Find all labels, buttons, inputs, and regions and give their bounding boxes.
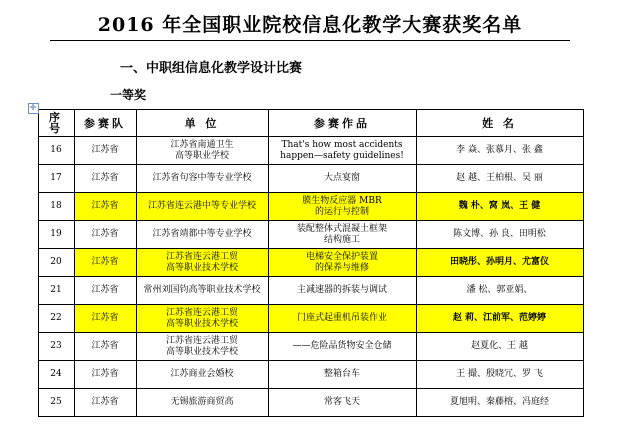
table-row	[38, 361, 583, 389]
cell-unit: 无锡旅游商贸高	[136, 389, 268, 417]
cell-no: 18	[38, 193, 74, 221]
column-header-team: 参赛队	[74, 110, 136, 137]
cell-name: 田晓彤、孙明月、尤富仪	[416, 249, 583, 277]
cell-name: 赵夏化、王 越	[416, 333, 583, 361]
table-row	[38, 277, 583, 305]
page-title: 2016 年全国职业院校信息化教学大赛获奖名单	[97, 14, 523, 36]
table-row	[38, 305, 583, 333]
table-container	[29, 103, 583, 417]
cell-team: 江苏省	[74, 221, 136, 249]
cell-work: 整箱台车	[268, 361, 416, 389]
cell-work: ——危险品货物安全仓储	[268, 333, 416, 361]
cell-work: That's how most accidents happen—safety guidelines!	[268, 137, 416, 165]
cell-unit: 常州刘国钧高等职业技术学校	[136, 277, 268, 305]
cell-no: 21	[38, 277, 74, 305]
cell-no: 19	[38, 221, 74, 249]
cell-name: 王 撮、殷晓冗、罗 飞	[416, 361, 583, 389]
column-header-unit: 单 位	[136, 110, 268, 137]
cell-name: 李 焱、张慕月、张 鑫	[416, 137, 583, 165]
cell-team: 江苏省	[74, 249, 136, 277]
cell-unit: 江苏省连云港工贸 高等职业技术学校	[136, 305, 268, 333]
cell-no: 20	[38, 249, 74, 277]
cell-team: 江苏省	[74, 137, 136, 165]
sub-heading: 一等奖	[110, 88, 147, 102]
cell-name: 赵 越、王柏根、吴 丽	[416, 165, 583, 193]
table-row	[38, 137, 583, 165]
cell-name: 夏旭明、秦藤榕、冯庭经	[416, 389, 583, 417]
cell-team: 江苏省	[74, 277, 136, 305]
title-divider	[50, 40, 570, 41]
cell-team: 江苏省	[74, 305, 136, 333]
cell-work: 装配整体式混凝土框架 结构施工	[268, 221, 416, 249]
cell-team: 江苏省	[74, 165, 136, 193]
cell-work: 膜生物反应器 MBR 的运行与控制	[268, 193, 416, 221]
cell-work: 大点宴窗	[268, 165, 416, 193]
cell-name: 潘 松、郭亚娟、	[416, 277, 583, 305]
cell-team: 江苏省	[74, 389, 136, 417]
cell-work: 主减速器的拆装与调试	[268, 277, 416, 305]
table-header	[38, 110, 583, 137]
column-header-name: 姓 名	[416, 110, 583, 137]
cell-unit: 江苏省连云港工贸 高等职业技术学校	[136, 249, 268, 277]
cell-unit: 江苏省连云港中等专业学校	[136, 193, 268, 221]
table-row	[38, 249, 583, 277]
cell-name: 魏 朴、窝 岚、王 健	[416, 193, 583, 221]
section-heading: 一、中职组信息化教学设计比赛	[120, 61, 303, 76]
cell-no: 23	[38, 333, 74, 361]
cell-unit: 江苏省南通卫生 高等职业学校	[136, 137, 268, 165]
cell-team: 江苏省	[74, 361, 136, 389]
table-move-handle-icon[interactable]: ✛	[28, 103, 39, 114]
column-header-no: 序 号	[38, 110, 74, 137]
cell-unit: 江苏商业会婚校	[136, 361, 268, 389]
table-row	[38, 333, 583, 361]
cell-no: 16	[38, 137, 74, 165]
table-row	[38, 193, 583, 221]
cell-no: 17	[38, 165, 74, 193]
cell-no: 25	[38, 389, 74, 417]
cell-team: 江苏省	[74, 333, 136, 361]
cell-work: 电梯安全保护装置 的保养与维修	[268, 249, 416, 277]
table-body	[38, 137, 583, 417]
cell-name: 赵 莉、江前军、范婷婷	[416, 305, 583, 333]
table-row	[38, 165, 583, 193]
column-header-work: 参赛作品	[268, 110, 416, 137]
cell-no: 24	[38, 361, 74, 389]
cell-work: 常客飞天	[268, 389, 416, 417]
table-row	[38, 389, 583, 417]
cell-no: 22	[38, 305, 74, 333]
cell-team: 江苏省	[74, 193, 136, 221]
cell-unit: 江苏省靖都中等专业学校	[136, 221, 268, 249]
award-table	[38, 109, 584, 417]
cell-unit: 江苏省连云港工贸 高等职业技术学校	[136, 333, 268, 361]
cell-name: 陈文博、孙 良、田明松	[416, 221, 583, 249]
cell-unit: 江苏省句容中等专业学校	[136, 165, 268, 193]
table-row	[38, 221, 583, 249]
cell-work: 门座式起重机吊装作业	[268, 305, 416, 333]
